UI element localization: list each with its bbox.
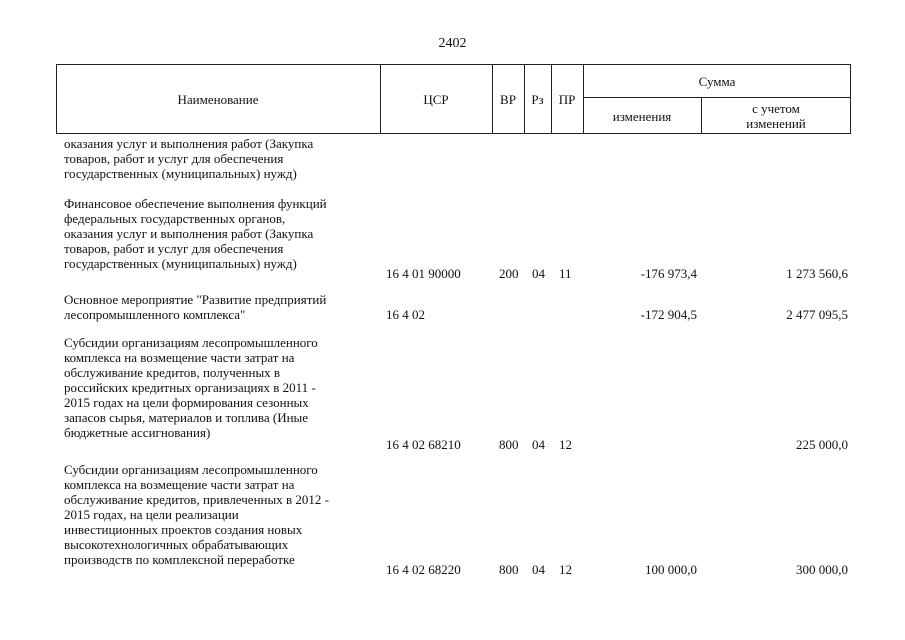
row-rz: 04 bbox=[532, 266, 545, 281]
header-name: Наименование bbox=[177, 92, 259, 107]
row-text-line: федеральных государственных органов, bbox=[64, 211, 286, 226]
header-sum: Сумма bbox=[698, 74, 736, 89]
row-text-line: Финансовое обеспечение выполнения функций bbox=[64, 196, 327, 211]
header-bottom-border bbox=[56, 133, 851, 134]
row-text-line: Субсидии организациям лесопромышленного bbox=[64, 335, 318, 350]
row-text-line: запасов сырья, материалов и топлива (Иные bbox=[64, 410, 309, 425]
row-csr: 16 4 02 68210 bbox=[386, 437, 461, 452]
row-text-line: инвестиционных проектов создания новых bbox=[64, 522, 303, 537]
header-with-changes-line1: с учетом bbox=[752, 101, 800, 116]
row-text-line: Субсидии организациям лесопромышленного bbox=[64, 462, 318, 477]
row-vr: 800 bbox=[499, 562, 519, 577]
row-csr: 16 4 01 90000 bbox=[386, 266, 461, 281]
row-text-line: государственных (муниципальных) нужд) bbox=[64, 256, 297, 271]
table-row bbox=[64, 196, 376, 271]
page-number: 2402 bbox=[438, 36, 467, 51]
row-pr: 11 bbox=[559, 266, 572, 281]
row-text-line: комплекса на возмещение части затрат на bbox=[64, 350, 295, 365]
row-text-line: оказания услуг и выполнения работ (Закупка bbox=[64, 226, 314, 241]
row-vr: 200 bbox=[499, 266, 519, 281]
row-total: 225 000,0 bbox=[796, 437, 848, 452]
row-vr: 800 bbox=[499, 437, 519, 452]
row-csr: 16 4 02 68220 bbox=[386, 562, 461, 577]
row-change: -172 904,5 bbox=[640, 307, 697, 322]
row-total: 2 477 095,5 bbox=[786, 307, 848, 322]
row-rz: 04 bbox=[532, 437, 545, 452]
row-text-line: обслуживание кредитов, полученных в bbox=[64, 365, 281, 380]
row-total: 1 273 560,6 bbox=[786, 266, 848, 281]
row-csr: 16 4 02 bbox=[386, 307, 425, 322]
row-pr: 12 bbox=[559, 437, 572, 452]
row-text-line: 2015 годах, на цели реализации bbox=[64, 507, 239, 522]
row-text-line: обслуживание кредитов, привлеченных в 2012 - bbox=[64, 492, 329, 507]
row-text-line: товаров, работ и услуг для обеспечения bbox=[64, 241, 284, 256]
header-pr: ПР bbox=[558, 92, 576, 107]
row-text-line: комплекса на возмещение части затрат на bbox=[64, 477, 295, 492]
table-row bbox=[64, 292, 376, 322]
row-text-line: лесопромышленного комплекса" bbox=[64, 307, 246, 322]
table-row bbox=[64, 335, 376, 440]
table-row bbox=[64, 462, 376, 567]
header-vr: ВР bbox=[500, 92, 516, 107]
row-text-line: оказания услуг и выполнения работ (Закупка bbox=[64, 136, 314, 151]
header-rz: Рз bbox=[531, 92, 544, 107]
header-csr: ЦСР bbox=[423, 92, 449, 107]
row-text-line: российских кредитных организациях в 2011 - bbox=[64, 380, 316, 395]
header-top-border bbox=[56, 64, 851, 65]
sum-subdivider bbox=[583, 97, 851, 98]
row-total: 300 000,0 bbox=[796, 562, 848, 577]
header-changes: изменения bbox=[612, 109, 672, 124]
row-text-line: товаров, работ и услуг для обеспечения bbox=[64, 151, 284, 166]
row-change: -176 973,4 bbox=[640, 266, 697, 281]
row-text-line: Основное мероприятие "Развитие предприятий bbox=[64, 292, 327, 307]
row-pr: 12 bbox=[559, 562, 572, 577]
row-text-line: 2015 годах на цели формирования сезонных bbox=[64, 395, 309, 410]
table-header bbox=[56, 64, 851, 134]
row-text-line: государственных (муниципальных) нужд) bbox=[64, 166, 297, 181]
row-text-line: высокотехнологичных обрабатывающих bbox=[64, 537, 289, 552]
header-with-changes-line2: изменений bbox=[746, 116, 806, 131]
table-row bbox=[64, 136, 376, 181]
row-text-line: производств по комплексной переработке bbox=[64, 552, 295, 567]
header-with-changes bbox=[701, 101, 851, 131]
row-text-line: бюджетные ассигнования) bbox=[64, 425, 211, 440]
row-rz: 04 bbox=[532, 562, 545, 577]
row-change: 100 000,0 bbox=[645, 562, 697, 577]
